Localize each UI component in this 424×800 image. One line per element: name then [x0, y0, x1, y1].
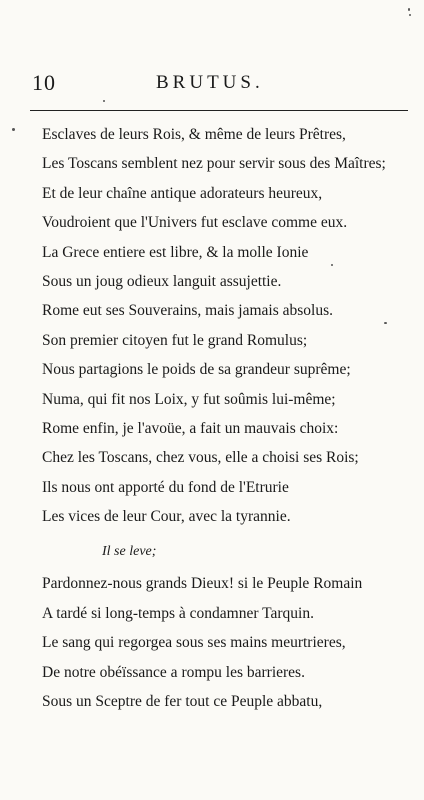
- verse-line: Chez les Toscans, chez vous, elle a choisi ses Rois;: [42, 449, 359, 467]
- verse-line: Rome enfin, je l'avoüe, a fait un mauvais choix:: [42, 419, 339, 437]
- page-number: 10: [32, 70, 56, 95]
- verse-line: Ils nous ont apporté du fond de l'Etrurie: [42, 478, 289, 496]
- verse-line: Numa, qui fit nos Loix, y fut soûmis lui-même;: [42, 390, 336, 408]
- verse-line: De notre obéïssance a rompu les barrieres.: [42, 663, 305, 681]
- ink-speck: [103, 100, 105, 102]
- header-rule: [30, 110, 408, 111]
- page-header: [30, 70, 406, 102]
- verse-line: Le sang qui regorgea sous ses mains meurtrieres,: [42, 634, 346, 652]
- verse-line: Rome eut ses Souverains, mais jamais absolus.: [42, 302, 334, 320]
- verse-line: Les vices de leur Cour, avec la tyrannie.: [42, 508, 291, 526]
- verse-line: Les Toscans semblent nez pour servir sous des Maîtres;: [42, 155, 386, 173]
- verse-line: Esclaves de leurs Rois, & même de leurs Prêtres,: [42, 126, 346, 143]
- verse-line: Sous un joug odieux languit assujettie.: [42, 272, 282, 290]
- verse-line: Et de leur chaîne antique adorateurs heureux,: [42, 184, 323, 202]
- stage-direction: Il se leve;: [102, 544, 157, 560]
- verse-line: Nous partagions le poids de sa grandeur suprême;: [42, 361, 351, 379]
- verse-line: Son premier citoyen fut le grand Romulus;: [42, 331, 308, 349]
- ink-speck: [331, 264, 333, 266]
- ink-speck: [384, 322, 387, 324]
- verse-line: Voudroient que l'Univers fut esclave comme eux.: [42, 214, 348, 232]
- ink-speck: [12, 128, 15, 131]
- verse-line: A tardé si long-temps à condamner Tarquin.: [42, 604, 314, 622]
- verse-line: Pardonnez-nous grands Dieux! si le Peuple Romain: [42, 575, 363, 593]
- running-head: BRUTUS.: [156, 72, 264, 93]
- verse-line: Sous un Sceptre de fer tout ce Peuple abbatu,: [42, 693, 323, 711]
- verse-text: [42, 120, 412, 716]
- ink-speck: [408, 8, 410, 11]
- verse-line: La Grece entiere est libre, & la molle Ionie: [42, 243, 309, 261]
- ink-speck: [409, 14, 411, 16]
